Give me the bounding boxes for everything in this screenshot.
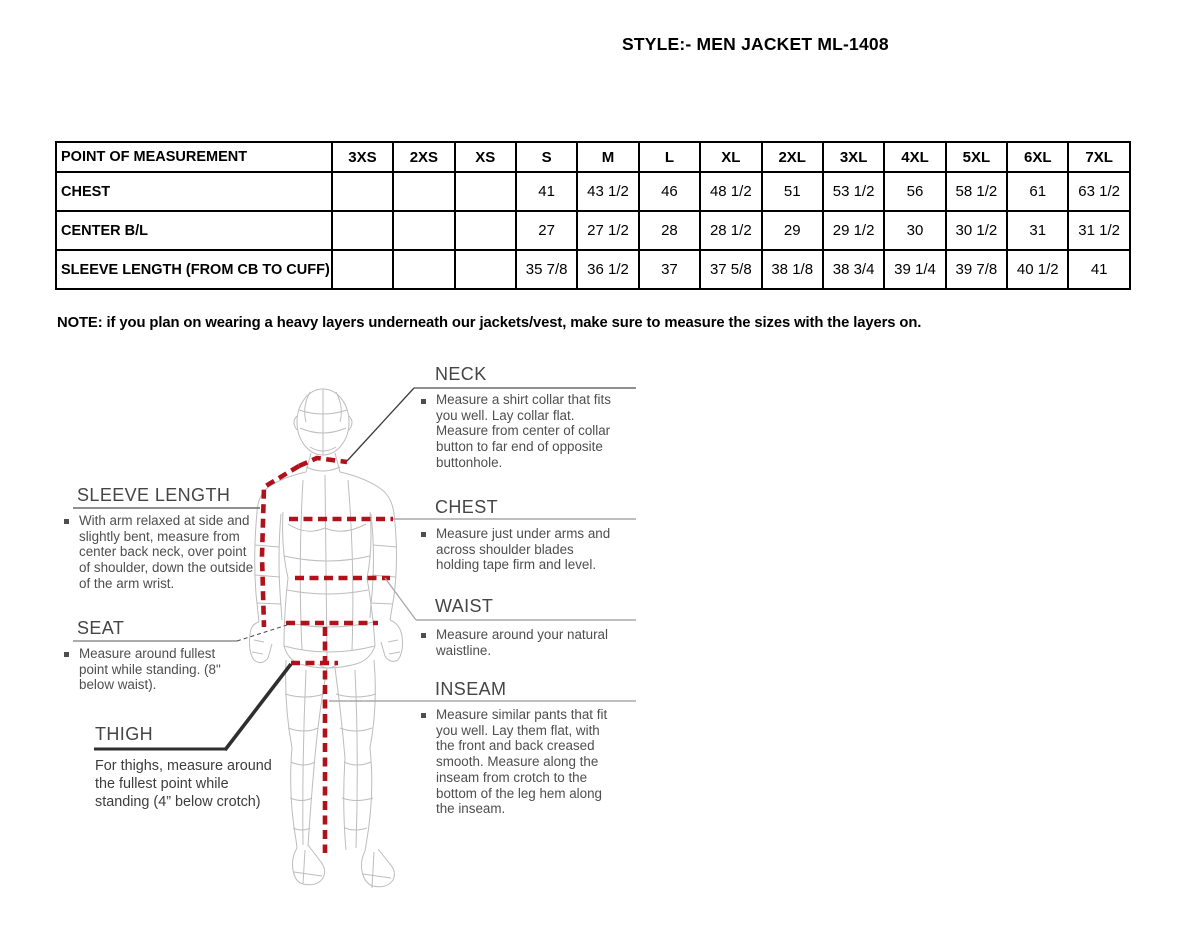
- waist-heading: WAIST: [435, 596, 494, 616]
- neck-measure-line: [299, 458, 347, 466]
- size-cell: 38 1/8: [762, 250, 823, 289]
- chest-heading: CHEST: [435, 497, 499, 517]
- size-cell: 41: [1068, 250, 1129, 289]
- sleeve-length-instructions: With arm relaxed at side and slightly bent, measure from center back neck, over point of shoulder, down the outside of the arm wrist.: [79, 513, 254, 591]
- inseam-instructions: Measure similar pants that fit you well. Lay them flat, with the front and back creased smooth. Measure along the inseam from crotch to the bottom of the leg hem along the inseam.: [436, 707, 608, 817]
- sleeve-length-bullet: [64, 519, 69, 524]
- column-header-size: L: [639, 142, 700, 172]
- table-row-center-bl: [56, 211, 1130, 250]
- waist-leader: [385, 578, 416, 620]
- size-cell: 56: [884, 172, 945, 211]
- seat-instructions: Measure around fullest point while standing. (8" below waist).: [79, 646, 221, 693]
- sleeve-measure-line: [262, 466, 299, 627]
- size-cell: 28: [639, 211, 700, 250]
- column-header-size: 2XL: [762, 142, 823, 172]
- sleeve-length-heading: SLEEVE LENGTH: [77, 485, 231, 505]
- size-cell: 63 1/2: [1068, 172, 1129, 211]
- size-cell: 35 7/8: [516, 250, 577, 289]
- size-cell: 46: [639, 172, 700, 211]
- row-label: CENTER B/L: [56, 211, 332, 250]
- size-cell: [332, 211, 393, 250]
- size-cell: 51: [762, 172, 823, 211]
- inseam-heading: INSEAM: [435, 679, 507, 699]
- size-cell: 43 1/2: [577, 172, 638, 211]
- size-cell: 37 5/8: [700, 250, 761, 289]
- size-cell: [455, 172, 516, 211]
- note-text: NOTE: if you plan on wearing a heavy layers underneath our jackets/vest, make sure to measure the sizes with the layers on.: [57, 315, 922, 331]
- size-cell: 58 1/2: [946, 172, 1007, 211]
- size-cell: [393, 172, 454, 211]
- thigh-heading: THIGH: [95, 724, 153, 744]
- size-cell: 36 1/2: [577, 250, 638, 289]
- column-header-size: 2XS: [393, 142, 454, 172]
- size-cell: 27: [516, 211, 577, 250]
- table-row-sleeve-length: [56, 250, 1130, 289]
- size-cell: [332, 172, 393, 211]
- size-cell: [393, 250, 454, 289]
- size-cell: 53 1/2: [823, 172, 884, 211]
- size-cell: 37: [639, 250, 700, 289]
- body-figure: [250, 389, 403, 888]
- size-cell: 48 1/2: [700, 172, 761, 211]
- size-chart-table: [55, 141, 1131, 290]
- size-cell: 28 1/2: [700, 211, 761, 250]
- neck-instructions: Measure a shirt collar that fits you well. Lay collar flat. Measure from center of collar button to far end of opposite buttonhole.: [436, 392, 611, 470]
- size-cell: 39 7/8: [946, 250, 1007, 289]
- size-cell: 41: [516, 172, 577, 211]
- size-cell: 39 1/4: [884, 250, 945, 289]
- row-label: CHEST: [56, 172, 332, 211]
- waist-instructions: Measure around your natural waistline.: [436, 627, 608, 658]
- column-header-size: S: [516, 142, 577, 172]
- size-cell: [455, 211, 516, 250]
- size-cell: 29 1/2: [823, 211, 884, 250]
- measure-lines: [262, 458, 393, 853]
- column-header-size: M: [577, 142, 638, 172]
- size-cell: 31: [1007, 211, 1068, 250]
- table-row-chest: [56, 172, 1130, 211]
- size-cell: [455, 250, 516, 289]
- thigh-instructions: For thighs, measure around the fullest point while standing (4” below crotch): [95, 758, 272, 810]
- size-cell: 30: [884, 211, 945, 250]
- column-header-point-of-measurement: POINT OF MEASUREMENT: [56, 142, 332, 172]
- seat-heading: SEAT: [77, 618, 125, 638]
- size-cell: 40 1/2: [1007, 250, 1068, 289]
- size-cell: [393, 211, 454, 250]
- size-cell: 31 1/2: [1068, 211, 1129, 250]
- column-header-size: XS: [455, 142, 516, 172]
- size-cell: 30 1/2: [946, 211, 1007, 250]
- column-header-size: 5XL: [946, 142, 1007, 172]
- chest-instructions: Measure just under arms and across shoulder blades holding tape firm and level.: [436, 526, 611, 573]
- waist-bullet: [421, 633, 426, 638]
- row-label: SLEEVE LENGTH (FROM CB TO CUFF): [56, 250, 332, 289]
- column-header-size: 6XL: [1007, 142, 1068, 172]
- neck-bullet: [421, 399, 426, 404]
- chest-bullet: [421, 532, 426, 537]
- page-title: STYLE:- MEN JACKET ML-1408: [622, 34, 889, 54]
- size-cell: 61: [1007, 172, 1068, 211]
- seat-leader: [237, 625, 287, 641]
- column-header-size: 7XL: [1068, 142, 1129, 172]
- size-cell: 29: [762, 211, 823, 250]
- neck-heading: NECK: [435, 364, 487, 384]
- inseam-bullet: [421, 713, 426, 718]
- neck-leader: [347, 388, 414, 461]
- column-header-size: XL: [700, 142, 761, 172]
- seat-bullet: [64, 652, 69, 657]
- size-cell: [332, 250, 393, 289]
- column-header-size: 3XL: [823, 142, 884, 172]
- column-header-size: 3XS: [332, 142, 393, 172]
- header-row: [56, 142, 1130, 172]
- column-header-size: 4XL: [884, 142, 945, 172]
- size-cell: 38 3/4: [823, 250, 884, 289]
- size-cell: 27 1/2: [577, 211, 638, 250]
